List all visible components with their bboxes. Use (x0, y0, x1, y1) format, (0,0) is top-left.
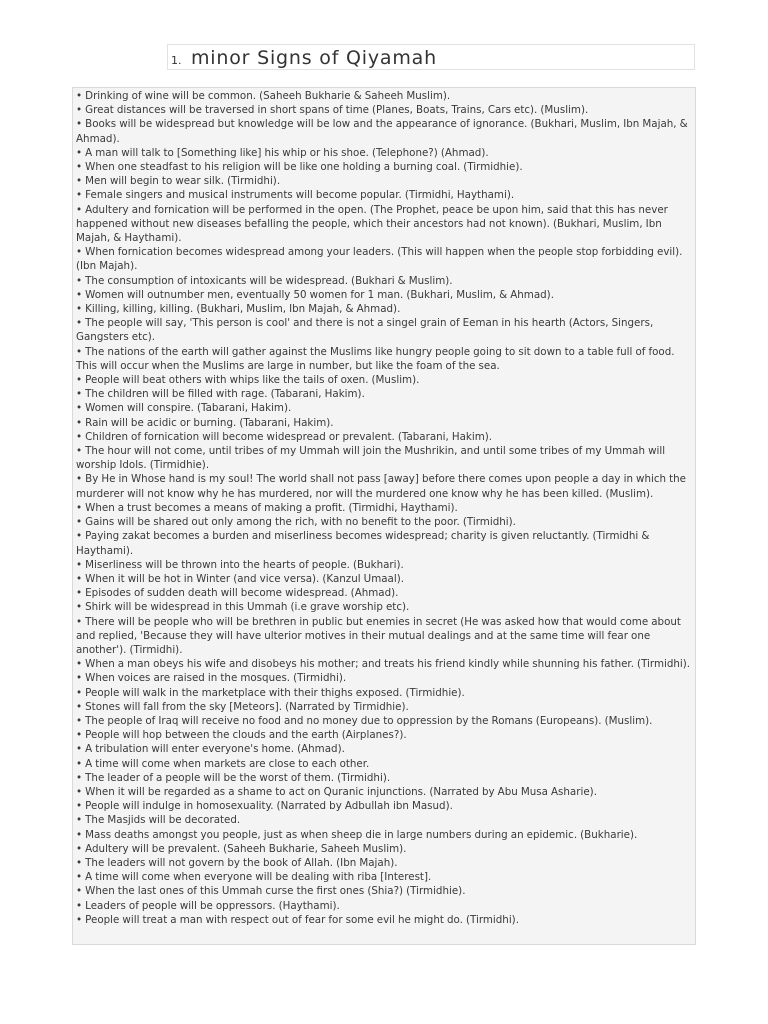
list-item: • Women will conspire. (Tabarani, Hakim). (76, 402, 292, 415)
list-item: • Killing, killing, killing. (Bukhari, Muslim, Ibn Majah, & Ahmad). (76, 303, 401, 316)
list-item: • When it will be hot in Winter (and vice versa). (Kanzul Umaal). (76, 572, 405, 585)
list-item: • People will walk in the marketplace with their thighs exposed. (Tirmidhie). (76, 686, 465, 699)
list-item: • The people of Iraq will receive no food and no money due to oppression by the Romans (Europeans). (Muslim). (76, 714, 653, 727)
heading-title: minor Signs of Qiyamah (191, 47, 437, 69)
list-item: • The leaders will not govern by the book of Allah. (Ibn Majah). (76, 856, 398, 869)
list-item: • When a man obeys his wife and disobeys his mother; and treats his friend kindly while shunning his father. (Tirmidhi). (76, 658, 691, 671)
signs-list (72, 87, 696, 945)
list-item: • Leaders of people will be oppressors. (Haythami). (76, 899, 340, 912)
list-item: • A time will come when everyone will be dealing with riba [Interest]. (76, 871, 432, 884)
list-item: • When the last ones of this Ummah curse the first ones (Shia?) (Tirmidhie). (76, 885, 466, 898)
list-item: • A tribulation will enter everyone's home. (Ahmad). (76, 743, 345, 756)
list-item: • A man will talk to [Something like] his whip or his shoe. (Telephone?) (Ahmad). (76, 146, 489, 159)
list-item: • Gains will be shared out only among the rich, with no benefit to the poor. (Tirmidhi). (76, 516, 516, 529)
list-item: • When voices are raised in the mosques. (Tirmidhi). (76, 672, 347, 685)
list-item: • The hour will not come, until tribes of my Ummah will join the Mushrikin, and until some tribes of my Ummah will worship Idols. (Tirmidhie). (76, 445, 666, 472)
list-item: • Episodes of sudden death will become widespread. (Ahmad). (76, 587, 399, 600)
list-item: • Adultery will be prevalent. (Saheeh Bukharie, Saheeh Muslim). (76, 842, 407, 855)
list-item: • Paying zakat becomes a burden and miserliness becomes widespread; charity is given reluctantly. (Tirmidhi & Haythami). (76, 530, 650, 557)
list-item: • A time will come when markets are close to each other. (76, 757, 370, 770)
list-item: • Children of fornication will become widespread or prevalent. (Tabarani, Hakim). (76, 430, 493, 443)
list-item: • Stones will fall from the sky [Meteors]. (Narrated by Tirmidhie). (76, 700, 409, 713)
list-item: • By He in Whose hand is my soul! The world shall not pass [away] before there comes upon people a day in which the murderer will not know why he has murdered, nor will the murdered one know why he has been killed. (Muslim). (76, 473, 687, 500)
list-item: • The children will be filled with rage. (Tabarani, Hakim). (76, 388, 365, 401)
list-item: • The leader of a people will be the worst of them. (Tirmidhi). (76, 771, 391, 784)
list-item: • People will indulge in homosexuality. (Narrated by Adbullah ibn Masud). (76, 800, 453, 813)
list-item: • When one steadfast to his religion will be like one holding a burning coal. (Tirmidhie). (76, 161, 523, 174)
list-item: • There will be people who will be brethren in public but enemies in secret (He was asked how that would come about and replied, 'Because they will have ulterior motives in their mutual dealings and at the same time will fear one another'). (Tirmidhi). (76, 615, 681, 656)
list-item: • Adultery and fornication will be performed in the open. (The Prophet, peace be upon him, said that this has never happened without new diseases befalling the people, which their ancestors had not known). (Bukhari, Muslim, Ibn Majah, & Haythami). (76, 203, 668, 245)
list-item: • Women will outnumber men, eventually 50 women for 1 man. (Bukhari, Muslim, & Ahmad). (76, 288, 554, 301)
list-item: • The nations of the earth will gather against the Muslims like hungry people going to sit down to a table full of food. This will occur when the Muslims are large in number, but like the foam of the sea. (76, 345, 675, 372)
list-item: • Shirk will be widespread in this Ummah (i.e grave worship etc). (76, 601, 410, 614)
list-item: • When fornication becomes widespread among your leaders. (This will happen when the people stop forbidding evil). (Ibn Majah). (76, 246, 683, 273)
list-item: • Books will be widespread but knowledge will be low and the appearance of ignorance. (Bukhari, Muslim, Ibn Majah, & Ahmad). (76, 118, 688, 145)
list-item: • When a trust becomes a means of making a profit. (Tirmidhi, Haythami). (76, 501, 458, 514)
list-item: • People will hop between the clouds and the earth (Airplanes?). (76, 729, 407, 742)
list-item: • Great distances will be traversed in short spans of time (Planes, Boats, Trains, Cars etc). (Muslim). (76, 104, 589, 117)
section-heading (167, 44, 695, 70)
list-item: • Men will begin to wear silk. (Tirmidhi). (76, 175, 281, 188)
list-item: • People will beat others with whips like the tails of oxen. (Muslim). (76, 374, 420, 387)
list-item: • Drinking of wine will be common. (Saheeh Bukharie & Saheeh Muslim). (76, 90, 451, 102)
list-item: • People will treat a man with respect out of fear for some evil he might do. (Tirmidhi). (76, 913, 519, 926)
list-item: • The Masjids will be decorated. (76, 814, 241, 827)
list-item: • Mass deaths amongst you people, just as when sheep die in large numbers during an epidemic. (Bukharie). (76, 828, 638, 841)
heading-number: 1. (171, 54, 182, 67)
list-item: • The people will say, 'This person is cool' and there is not a singel grain of Eeman in his hearth (Actors, Singers, Gangsters etc). (76, 317, 654, 344)
list-item: • When it will be regarded as a shame to act on Quranic injunctions. (Narrated by Abu Musa Asharie). (76, 785, 597, 798)
list-item: • Female singers and musical instruments will become popular. (Tirmidhi, Haythami). (76, 189, 515, 202)
list-item: • Miserliness will be thrown into the hearts of people. (Bukhari). (76, 558, 404, 571)
list-item: • The consumption of intoxicants will be widespread. (Bukhari & Muslim). (76, 274, 453, 287)
list-item: • Rain will be acidic or burning. (Tabarani, Hakim). (76, 416, 334, 429)
